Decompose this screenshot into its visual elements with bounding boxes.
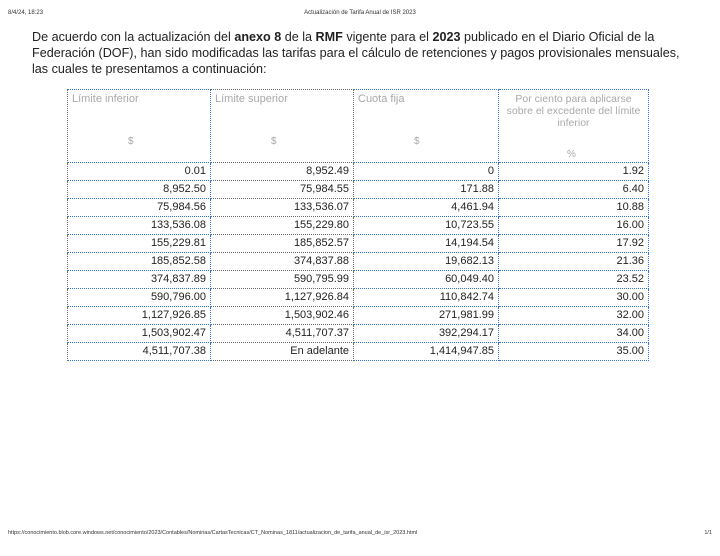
cell-limite-inferior: 374,837.89: [68, 271, 211, 289]
table-row: [68, 271, 649, 289]
cell-limite-inferior: 8,952.50: [68, 181, 211, 199]
cell-limite-inferior: 590,796.00: [68, 289, 211, 307]
table-header-row: [68, 90, 649, 163]
print-page-number: 1/1: [704, 530, 712, 536]
table-row: [68, 307, 649, 325]
cell-cuota-fija: 14,194.54: [354, 235, 499, 253]
table-row: [68, 289, 649, 307]
cell-por-ciento: 35.00: [499, 343, 649, 361]
header-unit: $: [414, 136, 420, 147]
table-row: [68, 343, 649, 361]
intro-bold-rmf: RMF: [315, 30, 343, 44]
cell-cuota-fija: 171.88: [354, 181, 499, 199]
header-unit: $: [271, 136, 277, 147]
cell-limite-superior: 1,503,902.46: [211, 307, 354, 325]
intro-text: publicado en el Diario Oficial de la Federación (DOF), han sido modificadas las tarifas para el cálculo de retenciones y pagos provisionales mensuales, las cuales te presentamos a continuación:: [32, 30, 680, 76]
cell-cuota-fija: 0: [354, 163, 499, 181]
header-limite-superior: [211, 90, 354, 163]
cell-limite-superior: 133,536.07: [211, 199, 354, 217]
table-row: [68, 217, 649, 235]
cell-cuota-fija: 392,294.17: [354, 325, 499, 343]
intro-text: De acuerdo con la actualización del: [32, 30, 235, 44]
cell-por-ciento: 1.92: [499, 163, 649, 181]
cell-limite-superior: 155,229.80: [211, 217, 354, 235]
cell-limite-superior: 1,127,926.84: [211, 289, 354, 307]
cell-limite-inferior: 0.01: [68, 163, 211, 181]
print-footer: [8, 530, 712, 540]
cell-limite-superior: 374,837.88: [211, 253, 354, 271]
cell-limite-inferior: 185,852.58: [68, 253, 211, 271]
header-label: Límite superior: [215, 93, 288, 105]
table-row: [68, 199, 649, 217]
header-limite-inferior: [68, 90, 211, 163]
cell-por-ciento: 30.00: [499, 289, 649, 307]
cell-por-ciento: 16.00: [499, 217, 649, 235]
cell-limite-superior: 185,852.57: [211, 235, 354, 253]
cell-cuota-fija: 10,723.55: [354, 217, 499, 235]
isr-rate-table: [67, 89, 649, 361]
cell-por-ciento: 21.36: [499, 253, 649, 271]
table-row: [68, 163, 649, 181]
print-url: https://conocimiento.blob.core.windows.net/conocimiento/2023/Contables/Nominas/CartasTecnicas/CT_Nominas_1811/actualizacion_de_tarifa_anual_de_isr_2023.html: [8, 530, 418, 536]
table-row: [68, 325, 649, 343]
intro-bold-anexo: anexo 8: [234, 30, 282, 44]
cell-cuota-fija: 19,682.13: [354, 253, 499, 271]
cell-limite-superior: 4,511,707.37: [211, 325, 354, 343]
cell-por-ciento: 23.52: [499, 271, 649, 289]
cell-limite-inferior: 133,536.08: [68, 217, 211, 235]
header-unit: %: [567, 149, 576, 160]
cell-limite-superior: 590,795.99: [211, 271, 354, 289]
print-page-title: Actualización de Tarifa Anual de ISR 2023: [304, 10, 416, 16]
intro-text: de la: [281, 30, 316, 44]
intro-paragraph: [32, 29, 692, 77]
cell-limite-superior: 75,984.55: [211, 181, 354, 199]
cell-limite-inferior: 1,127,926.85: [68, 307, 211, 325]
cell-cuota-fija: 271,981.99: [354, 307, 499, 325]
header-label: Cuota fija: [358, 93, 405, 105]
cell-limite-inferior: 1,503,902.47: [68, 325, 211, 343]
cell-por-ciento: 17.92: [499, 235, 649, 253]
cell-cuota-fija: 110,842.74: [354, 289, 499, 307]
cell-limite-inferior: 155,229.81: [68, 235, 211, 253]
header-label: Límite inferior: [72, 93, 139, 105]
table-row: [68, 181, 649, 199]
cell-cuota-fija: 4,461.94: [354, 199, 499, 217]
print-date: 8/4/24, 18:23: [8, 10, 44, 16]
cell-limite-superior: En adelante: [211, 343, 354, 361]
header-por-ciento: [499, 90, 649, 163]
cell-por-ciento: 34.00: [499, 325, 649, 343]
header-cuota-fija: [354, 90, 499, 163]
cell-cuota-fija: 60,049.40: [354, 271, 499, 289]
print-header: [8, 10, 712, 22]
cell-limite-superior: 8,952.49: [211, 163, 354, 181]
intro-text: vigente para el: [342, 30, 433, 44]
cell-limite-inferior: 4,511,707.38: [68, 343, 211, 361]
cell-por-ciento: 32.00: [499, 307, 649, 325]
cell-por-ciento: 10.88: [499, 199, 649, 217]
cell-por-ciento: 6.40: [499, 181, 649, 199]
cell-limite-inferior: 75,984.56: [68, 199, 211, 217]
table-row: [68, 235, 649, 253]
header-label: Por ciento para aplicarse sobre el excedente del límite inferior: [506, 93, 641, 129]
table-row: [68, 253, 649, 271]
cell-cuota-fija: 1,414,947.85: [354, 343, 499, 361]
intro-bold-year: 2023: [432, 30, 461, 44]
header-unit: $: [128, 136, 134, 147]
